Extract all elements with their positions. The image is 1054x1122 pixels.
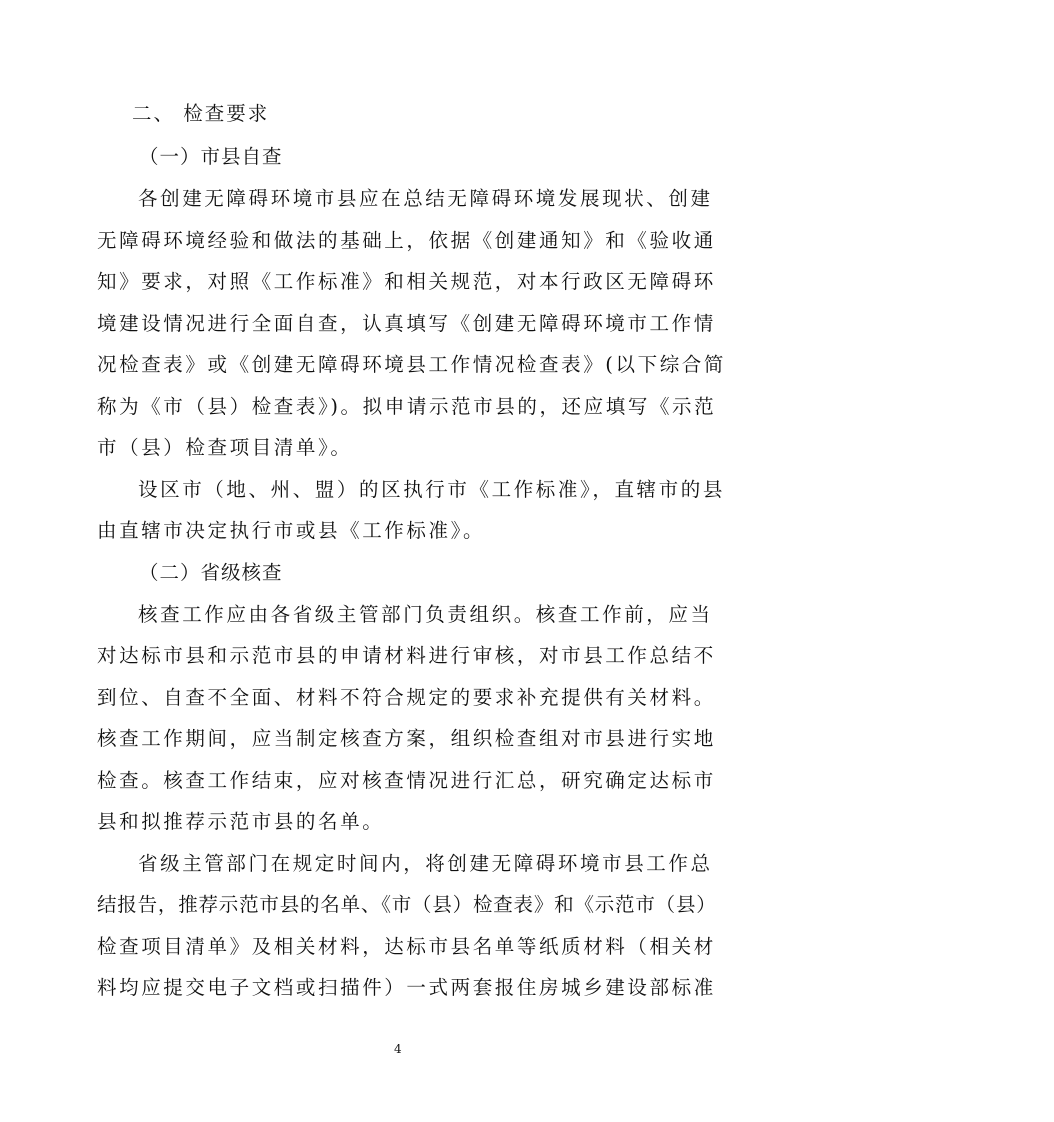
paragraph-4-line-2: 结报告，推荐示范市县的名单、《市（县）检查表》和《示范市（县） <box>97 893 717 916</box>
paragraph-2-line-2: 由直辖市决定执行市或县《工作标准》。 <box>97 519 486 542</box>
paragraph-3-line-4: 核查工作期间，应当制定核查方案，组织检查组对市县进行实地 <box>97 727 716 750</box>
paragraph-4-line-3: 检查项目清单》及相关材料，达标市县名单等纸质材料（相关材 <box>97 935 716 958</box>
paragraph-3-line-1: 核查工作应由各省级主管部门负责组织。核查工作前，应当 <box>138 603 713 626</box>
paragraph-4-line-4: 料均应提交电子文档或扫描件）一式两套报住房城乡建设部标准 <box>97 976 716 999</box>
paragraph-1-line-2: 无障碍环境经验和做法的基础上，依据《创建通知》和《验收通 <box>97 229 716 252</box>
paragraph-1-line-6: 称为《市（县）检查表》)。拟申请示范市县的，还应填写《示范 <box>97 395 717 418</box>
paragraph-3-line-5: 检查。核查工作结束，应对核查情况进行汇总，研究确定达标市 <box>97 769 716 792</box>
paragraph-3-line-6: 县和拟推荐示范市县的名单。 <box>97 810 385 833</box>
section-heading: 二、 检查要求 <box>132 102 270 125</box>
paragraph-1-line-5: 况检查表》或《创建无障碍环境县工作情况检查表》(以下综合简 <box>97 353 727 376</box>
paragraph-2-line-1: 设区市（地、州、盟）的区执行市《工作标准》，直辖市的县 <box>138 478 725 501</box>
paragraph-4-line-1: 省级主管部门在规定时间内，将创建无障碍环境市县工作总 <box>138 852 713 875</box>
subsection-heading-self-check: （一）市县自查 <box>139 145 283 168</box>
paragraph-1-line-3: 知》要求，对照《工作标准》和相关规范，对本行政区无障碍环 <box>97 270 716 293</box>
paragraph-1-line-4: 境建设情况进行全面自查，认真填写《创建无障碍环境市工作情 <box>97 312 716 335</box>
paragraph-3-line-3: 到位、自查不全面、材料不符合规定的要求补充提供有关材料。 <box>97 686 716 709</box>
subsection-heading-provincial-check: （二）省级核查 <box>139 561 283 584</box>
paragraph-1-line-1: 各创建无障碍环境市县应在总结无障碍环境发展现状、创建 <box>138 187 713 210</box>
paragraph-3-line-2: 对达标市县和示范市县的申请材料进行审核，对市县工作总结不 <box>97 644 716 667</box>
paragraph-1-line-7: 市（县）检查项目清单》。 <box>97 436 353 459</box>
page-number: 4 <box>394 1042 402 1056</box>
